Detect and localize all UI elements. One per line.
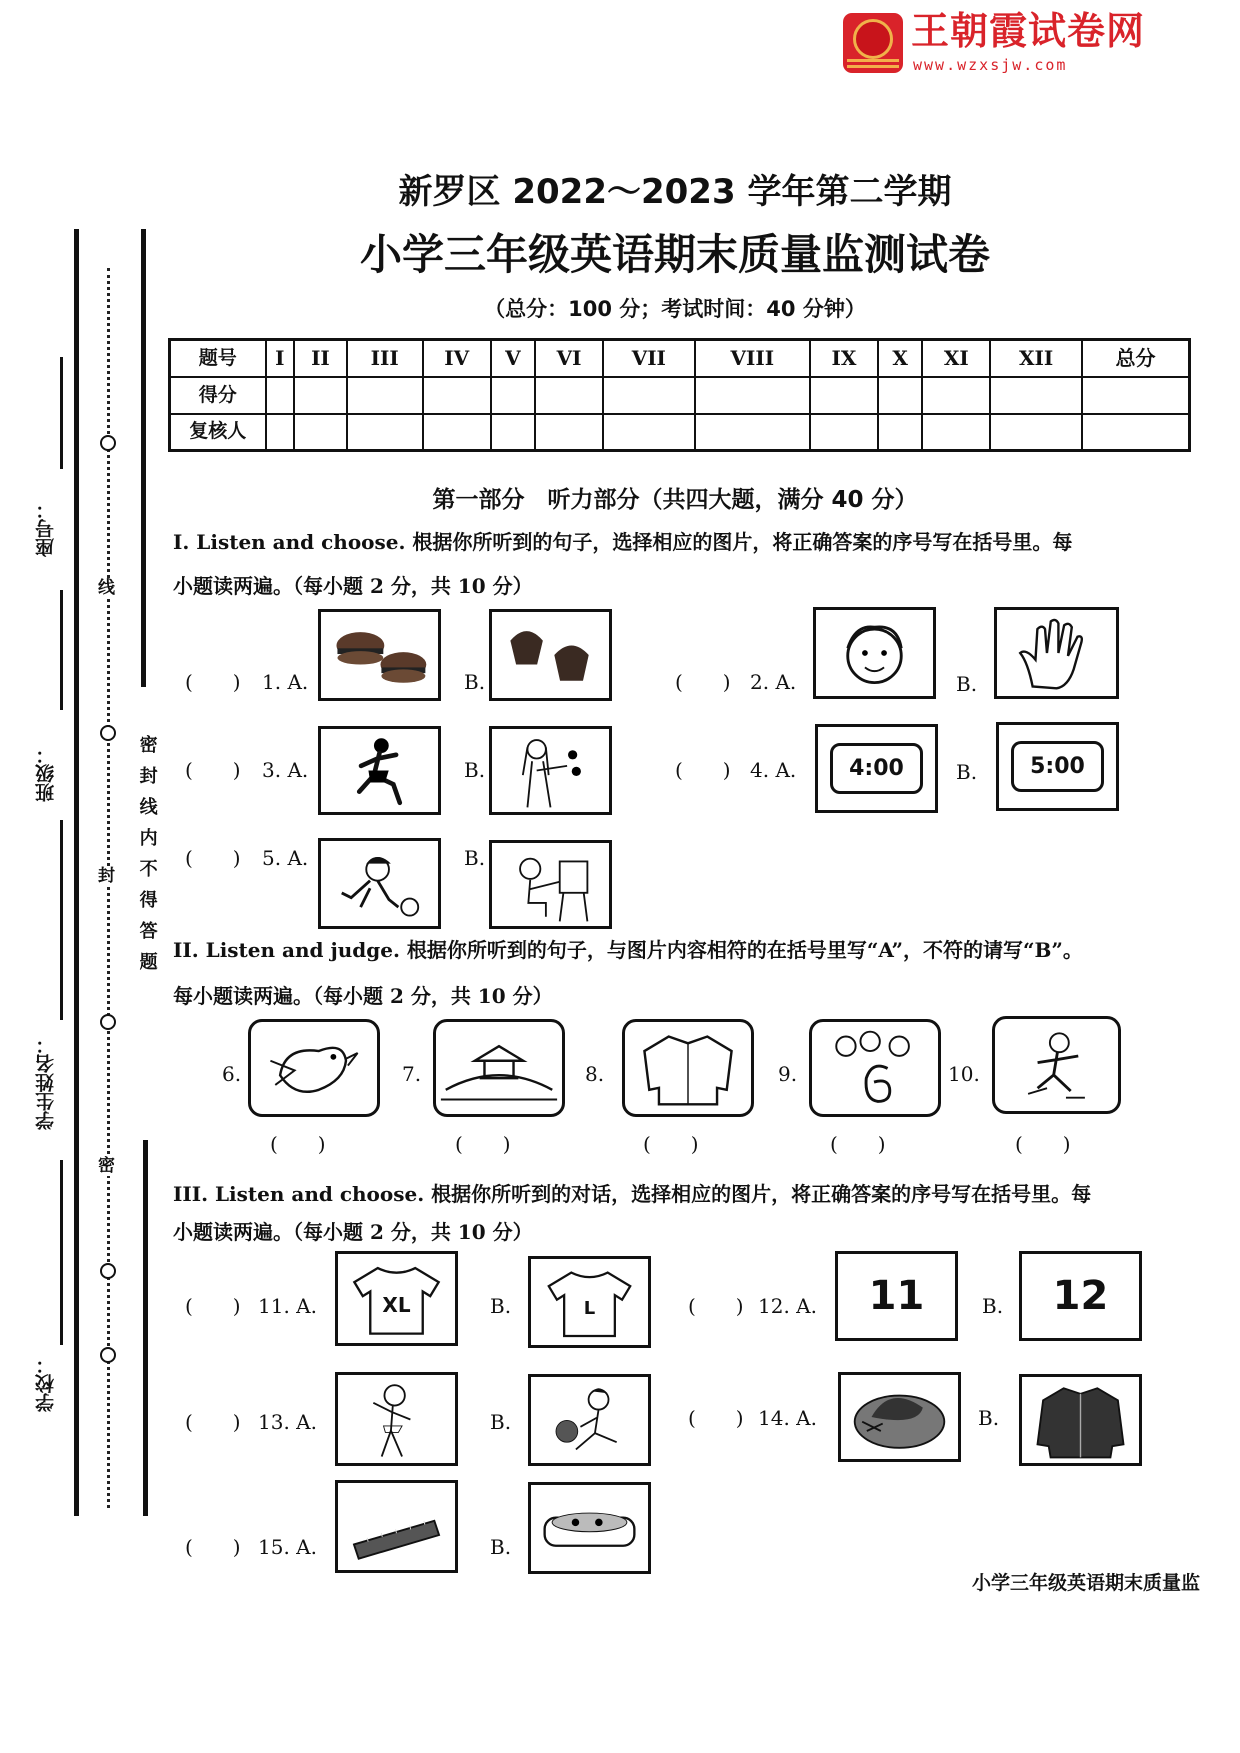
- bird-picture: [248, 1019, 380, 1117]
- q14-label: 14. A.: [758, 1406, 817, 1430]
- section2-instruction: II. Listen and judge. 根据你所听到的句子，与图片内容相符的在括号里写“A”，不符的请写“B”。: [173, 938, 1083, 962]
- score-cell[interactable]: [535, 414, 603, 451]
- section3-instruction: III. Listen and choose. 根据你所听到的对话，选择相应的图片，将正确答案的序号写在括号里。每: [173, 1182, 1092, 1206]
- score-cell[interactable]: [990, 377, 1082, 414]
- q2-label: 2. A.: [750, 670, 797, 694]
- boy-football-picture: [318, 838, 441, 929]
- table-header-cell: III: [347, 340, 423, 377]
- jacket-picture: [1019, 1374, 1142, 1466]
- girl-playing-picture: [489, 726, 612, 815]
- ruler-picture: [335, 1480, 458, 1573]
- score-cell[interactable]: [603, 377, 695, 414]
- q9-label: 9.: [778, 1062, 798, 1086]
- option-b-label: B.: [464, 758, 486, 782]
- seal-circle-icon: [100, 725, 116, 741]
- binding-line: [74, 229, 79, 1516]
- score-cell[interactable]: [294, 377, 346, 414]
- score-cell[interactable]: [922, 377, 990, 414]
- answer-bracket[interactable]: ( ): [185, 1535, 241, 1559]
- answer-bracket[interactable]: ( ): [185, 846, 241, 870]
- score-cell[interactable]: [922, 414, 990, 451]
- q6-label: 6.: [222, 1062, 242, 1086]
- exam-subtitle: （总分：100 分；考试时间：40 分钟）: [484, 297, 866, 321]
- table-header-cell: VI: [535, 340, 603, 377]
- answer-bracket[interactable]: ( ): [688, 1406, 744, 1430]
- answer-bracket[interactable]: ( ): [830, 1132, 886, 1156]
- table-header-cell: 总分: [1082, 340, 1190, 377]
- seal-circle-icon: [100, 1347, 116, 1363]
- score-cell[interactable]: [1082, 377, 1190, 414]
- score-cell[interactable]: [603, 414, 695, 451]
- exam-title-line1: 新罗区 2022～2023 学年第二学期: [398, 172, 952, 212]
- table-row: [170, 340, 1190, 377]
- table-header-cell: VIII: [695, 340, 810, 377]
- seal-notice: 密封线内不得答题: [136, 735, 158, 983]
- q15-label: 15. A.: [258, 1535, 317, 1559]
- digital-clock: 4:00: [830, 743, 924, 794]
- binding-line: [143, 1140, 148, 1516]
- score-cell[interactable]: [347, 414, 423, 451]
- field-seat-number[interactable]: 座号：: [35, 500, 57, 557]
- score-cell[interactable]: [810, 377, 878, 414]
- score-cell[interactable]: [294, 414, 346, 451]
- q12-label: 12. A.: [758, 1294, 817, 1318]
- score-cell[interactable]: [266, 414, 295, 451]
- q5-label: 5. A.: [262, 846, 309, 870]
- field-student-name[interactable]: 学生姓名：: [35, 1035, 57, 1130]
- section2-instruction-2: 每小题读两遍。（每小题 2 分，共 10 分）: [173, 984, 553, 1008]
- answer-bracket[interactable]: ( ): [643, 1132, 699, 1156]
- clock-500-picture: [996, 722, 1119, 811]
- logo-badge-icon: [843, 13, 903, 73]
- seal-dotted-line: [107, 268, 110, 1508]
- site-logo: [843, 11, 1153, 75]
- running-girl-picture: [318, 726, 441, 815]
- table-header-cell: IV: [423, 340, 491, 377]
- option-b-label: B.: [464, 846, 486, 870]
- logo-url: www.wzxsjw.com: [913, 56, 1068, 74]
- number-12-picture: [1019, 1251, 1142, 1341]
- table-row: [170, 377, 1190, 414]
- digital-clock: 5:00: [1011, 741, 1105, 792]
- q7-label: 7.: [402, 1062, 422, 1086]
- seal-circle-icon: [100, 1014, 116, 1030]
- seal-char: 线: [98, 578, 115, 598]
- girl-singing-picture: [335, 1372, 458, 1466]
- table-header-cell: V: [491, 340, 535, 377]
- number-text: 12: [1052, 1273, 1109, 1319]
- hamburger-picture: [318, 609, 441, 701]
- number-11-picture: [835, 1251, 958, 1341]
- score-cell[interactable]: [990, 414, 1082, 451]
- option-b-label: B.: [490, 1410, 512, 1434]
- answer-bracket[interactable]: ( ): [675, 670, 731, 694]
- table-row: [170, 414, 1190, 451]
- tshirt-xl-picture: [335, 1251, 458, 1346]
- score-cell[interactable]: [695, 377, 810, 414]
- q11-label: 11. A.: [258, 1294, 317, 1318]
- section1-instruction: I. Listen and choose. 根据你所听到的句子，选择相应的图片，将正确答案的序号写在括号里。每: [173, 530, 1073, 554]
- option-b-label: B.: [490, 1535, 512, 1559]
- table-header-cell: XII: [990, 340, 1082, 377]
- option-b-label: B.: [956, 760, 978, 784]
- score-cell[interactable]: [535, 377, 603, 414]
- balloons-six-picture: [809, 1019, 941, 1117]
- score-cell[interactable]: [347, 377, 423, 414]
- boy-face-picture: [813, 607, 936, 699]
- answer-bracket[interactable]: ( ): [675, 758, 731, 782]
- hat-picture: [838, 1372, 961, 1462]
- answer-bracket[interactable]: ( ): [688, 1294, 744, 1318]
- field-school[interactable]: 学校：: [35, 1355, 57, 1412]
- option-b-label: B.: [978, 1406, 1000, 1430]
- exam-title-line2: 小学三年级英语期末质量监测试卷: [359, 230, 990, 279]
- table-header-cell: IX: [810, 340, 878, 377]
- score-cell[interactable]: [1082, 414, 1190, 451]
- boy-sitting-ball-picture: [528, 1374, 651, 1466]
- answer-bracket[interactable]: ( ): [270, 1132, 326, 1156]
- field-underline: [60, 357, 63, 469]
- field-class[interactable]: 班级：: [35, 745, 57, 802]
- tshirt-l-picture: [528, 1256, 651, 1348]
- answer-bracket[interactable]: ( ): [185, 670, 241, 694]
- field-underline: [60, 590, 63, 710]
- option-b-label: B.: [956, 672, 978, 696]
- pencil-box-picture: [528, 1482, 651, 1574]
- seal-char: 封: [98, 866, 115, 886]
- table-header-cell: 题号: [170, 340, 266, 377]
- table-header-cell: XI: [922, 340, 990, 377]
- seal-circle-icon: [100, 1263, 116, 1279]
- number-text: 11: [868, 1273, 925, 1319]
- pavilion-picture: [433, 1019, 565, 1117]
- q1-label: 1. A.: [262, 670, 309, 694]
- score-cell[interactable]: [266, 377, 295, 414]
- q10-label: 10.: [948, 1062, 980, 1086]
- score-cell[interactable]: [491, 377, 535, 414]
- seal-char: 密: [98, 1156, 115, 1176]
- option-b-label: B.: [982, 1294, 1004, 1318]
- answer-bracket[interactable]: ( ): [185, 1410, 241, 1434]
- q3-label: 3. A.: [262, 758, 309, 782]
- row-label: 复核人: [170, 414, 266, 451]
- score-cell[interactable]: [423, 414, 491, 451]
- skating-child-picture: [992, 1016, 1121, 1114]
- q8-label: 8.: [585, 1062, 605, 1086]
- q13-label: 13. A.: [258, 1410, 317, 1434]
- score-cell[interactable]: [878, 377, 922, 414]
- score-cell[interactable]: [695, 414, 810, 451]
- score-cell[interactable]: [878, 414, 922, 451]
- page-footer: 小学三年级英语期末质量监: [972, 1572, 1201, 1594]
- table-header-cell: X: [878, 340, 922, 377]
- section3-instruction-2: 小题读两遍。（每小题 2 分，共 10 分）: [173, 1220, 533, 1244]
- answer-bracket[interactable]: ( ): [1015, 1132, 1071, 1156]
- clock-400-picture: [815, 724, 938, 813]
- option-b-label: B.: [490, 1294, 512, 1318]
- option-b-label: B.: [464, 670, 486, 694]
- field-underline: [60, 820, 63, 1020]
- answer-bracket[interactable]: ( ): [185, 1294, 241, 1318]
- part1-heading: 第一部分 听力部分（共四大题，满分 40 分）: [432, 487, 918, 513]
- size-label: XL: [382, 1292, 411, 1317]
- answer-bracket[interactable]: ( ): [185, 758, 241, 782]
- field-underline: [60, 1160, 63, 1345]
- q4-label: 4. A.: [750, 758, 797, 782]
- table-header-cell: II: [294, 340, 346, 377]
- score-cell[interactable]: [423, 377, 491, 414]
- table-header-cell: VII: [603, 340, 695, 377]
- size-label: L: [583, 1297, 596, 1319]
- cupcake-picture: [489, 609, 612, 701]
- answer-bracket[interactable]: ( ): [455, 1132, 511, 1156]
- hand-picture: [994, 607, 1119, 699]
- score-table: [168, 338, 1191, 452]
- score-cell[interactable]: [491, 414, 535, 451]
- row-label: 得分: [170, 377, 266, 414]
- section1-instruction-2: 小题读两遍。（每小题 2 分，共 10 分）: [173, 574, 533, 598]
- boy-painting-picture: [489, 840, 612, 929]
- logo-name: 王朝霞试卷网: [911, 9, 1146, 53]
- shirt-picture: [622, 1019, 754, 1117]
- score-cell[interactable]: [810, 414, 878, 451]
- table-header-cell: I: [266, 340, 295, 377]
- seal-circle-icon: [100, 435, 116, 451]
